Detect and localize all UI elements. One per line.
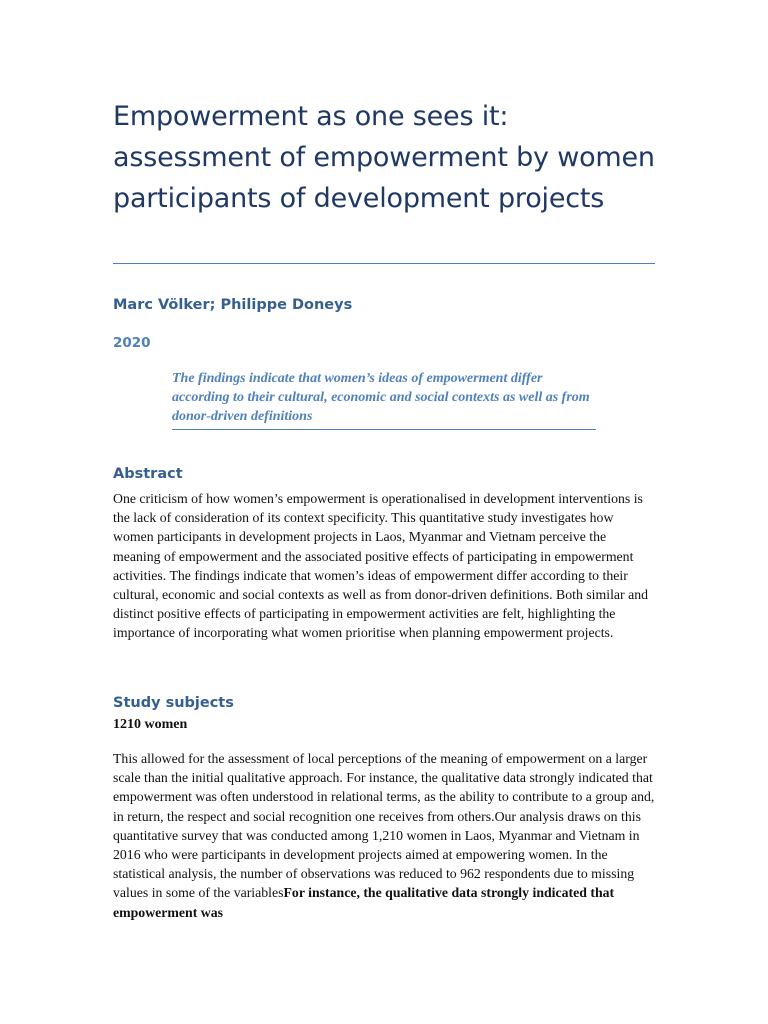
abstract-text: One criticism of how women’s empowerment is operationalised in development interventions is the lack of consideration of its context specificity. This quantitative study investigates how women participants in development projects in Laos, Myanmar and Vietnam perceive the meaning of empowerment and the associated positive effects of participating in empowerment activities. The findings indicate that women’s ideas of empowerment differ according to their cultural, economic and social contexts as well as from donor-driven definitions. Both similar and distinct positive effects of participating in empowerment activities are felt, highlighting the importance of incorporating what women prioritise when planning empowerment projects. — [113, 491, 648, 641]
study-description-text: This allowed for the assessment of local perceptions of the meaning of empowerment on a larger scale than the initial qualitative approach. For instance, the qualitative data strongly indicated that empowerment was often understood in relational terms, as the ability to contribute to a group and, in return, the respect and social recognition one receives from others.Our analysis draws on this quantitative survey that was conducted among 1,210 women in Laos, Myanmar and Vietnam in 2016 who were participants in development projects aimed at empowering women. In the statistical analysis, the number of observations was reduced to 962 respondents due to missing values in some of the variables — [113, 751, 655, 901]
title-divider — [113, 263, 655, 264]
abstract-heading: Abstract — [113, 466, 183, 482]
study-description-bold: For instance, the qualitative data strongly indicated that empowerment was — [113, 885, 615, 920]
study-subjects-count: 1210 women — [113, 717, 188, 732]
study-subjects-heading: Study subjects — [113, 695, 234, 711]
study-description — [113, 749, 655, 922]
publication-year: 2020 — [113, 335, 151, 351]
authors: Marc Völker; Philippe Doneys — [113, 297, 353, 313]
quote-divider — [172, 429, 596, 430]
document-title: Empowerment as one sees it: assessment of empowerment by women participants of development projects — [113, 101, 655, 214]
pull-quote: The findings indicate that women’s ideas of empowerment differ according to their cultural, economic and social contexts as well as from donor-driven definitions — [172, 371, 590, 424]
